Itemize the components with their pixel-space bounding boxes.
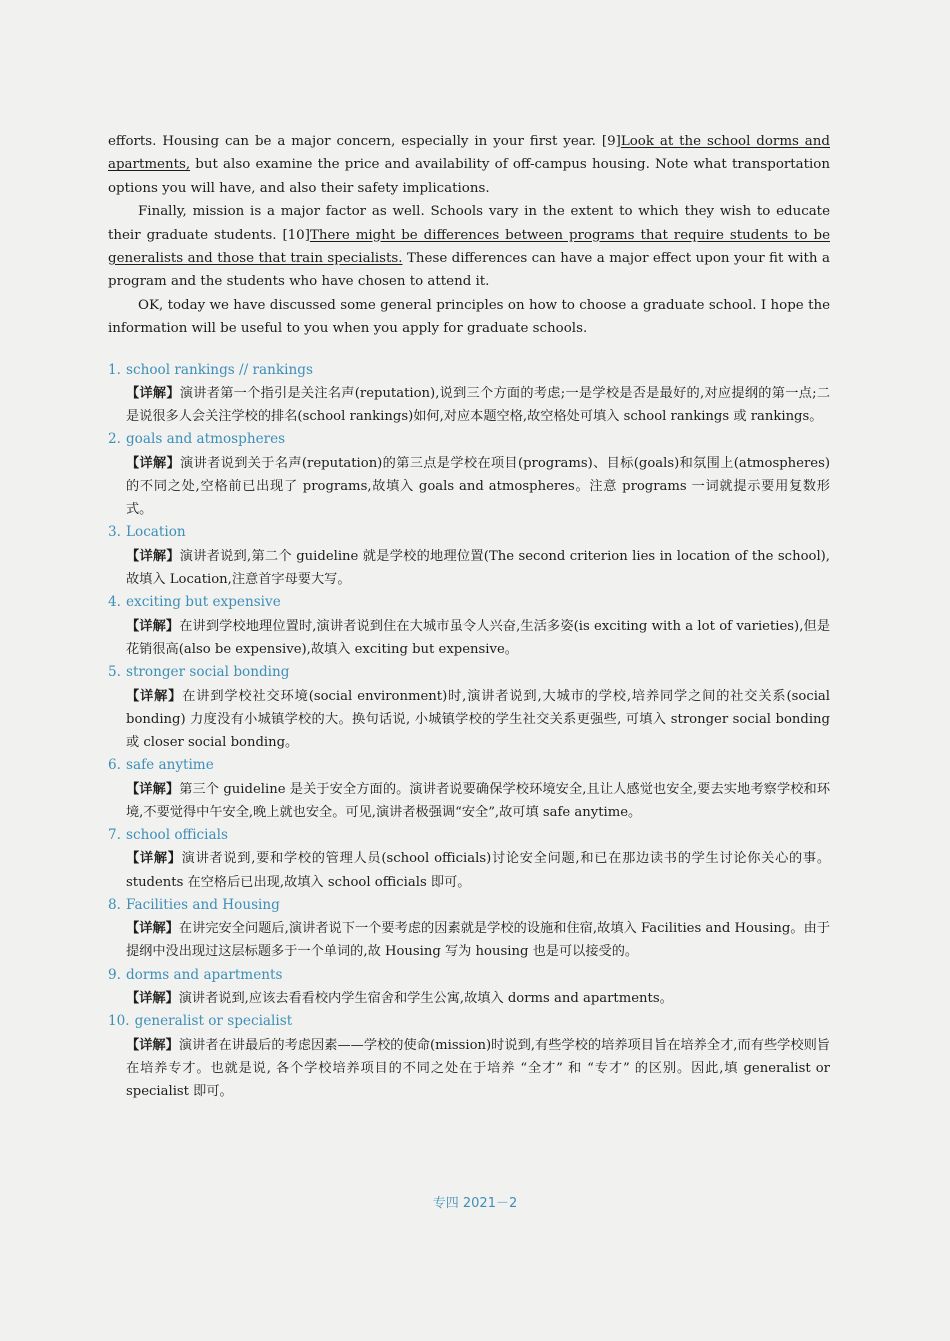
detail-tag: 【详解】 (126, 455, 181, 471)
answer-heading (108, 359, 830, 382)
passage-paragraph-3: OK, today we have discussed some general principles on how to choose a graduate school. I hope the information will be useful to you when you apply for graduate schools. (108, 297, 830, 337)
answer-key-list (108, 359, 830, 1104)
explanation-text: 演讲者说到,第二个 guideline 就是学校的地理位置(The second criterion lies in location of the school),故填入 Location,注意首字母要大写。 (126, 548, 830, 588)
answer-number: 6. (108, 757, 121, 774)
answer-heading (108, 1010, 830, 1033)
answer-explanation (126, 615, 830, 661)
answer-explanation (126, 545, 830, 591)
explanation-text: 在讲完安全问题后,演讲者说下一个要考虑的因素就是学校的设施和住宿,故填入 Facilities and Housing。由于提纲中没出现过这层标题多于一个单词的,故 Housing 写为 housing 也是可以接受的。 (126, 921, 831, 960)
answer-number: 9. (108, 966, 121, 983)
explanation-text: 演讲者说到,要和学校的管理人员(school officials)讨论安全问题,和已在那边读书的学生讨论你关心的事。students 在空格后已出现,故填入 school officials 即可。 (126, 851, 831, 890)
answer-number: 7. (108, 826, 121, 843)
explanation-text: 在讲到学校社交环境(social environment)时,演讲者说到,大城市的学校,培养同学之间的社交关系(social bonding) 力度没有小城镇学校的大。换句话说, 小城镇学校的学生社交关系更强些, 可填入 stronger social bonding 或 closer social bonding。 (126, 688, 830, 750)
answer-explanation (126, 917, 830, 963)
answer-heading (108, 661, 830, 684)
page-footer: 专四 2021－2 (432, 1196, 518, 1211)
passage-text: but also examine the price and availability of off-campus housing. Note what transportation options you will have, and also their safety implications. (108, 157, 830, 196)
explanation-text: 演讲者说到关于名声(reputation)的第三点是学校在项目(programs)、目标(goals)和氛围上(atmospheres)的不同之处,空格前已出现了 programs,故填入 goals and atmospheres。注意 programs 一词就提示要用复数形式。 (126, 455, 830, 518)
passage-text: efforts. Housing can be a major concern, especially in your first year. [9] (108, 134, 621, 149)
answer-text: generalist or specialist (134, 1013, 293, 1030)
explanation-text: 第三个 guideline 是关于安全方面的。演讲者说要确保学校环境安全,且让人感觉也安全,要去实地考察学校和环境,不要觉得中午安全,晚上就也安全。可见,演讲者极强调“安全”,故可填 safe anytime。 (126, 781, 831, 820)
answer-number: 5. (108, 664, 121, 681)
answer-heading (108, 824, 830, 847)
explanation-text: 演讲者说到,应该去看看校内学生宿舍和学生公寓,故填入 dorms and apartments。 (178, 990, 673, 1006)
passage-text: These differences can have a major effect upon your fit with a program and the students who have chosen to attend it. (108, 251, 830, 290)
detail-tag: 【详解】 (126, 386, 180, 402)
detail-tag: 【详解】 (126, 921, 179, 937)
answer-text: Location (125, 524, 186, 541)
detail-tag: 【详解】 (126, 851, 182, 867)
answer-explanation (126, 847, 830, 893)
answer-explanation (126, 452, 830, 522)
answer-text: goals and atmospheres (125, 431, 286, 448)
detail-tag: 【详解】 (126, 548, 180, 564)
answer-explanation (126, 382, 830, 428)
answer-text: exciting but expensive (125, 594, 281, 611)
passage-text: Finally, mission is a major factor as well. Schools vary in the extent to which they wish to educate their graduate students. [10] (108, 204, 830, 243)
document-page (108, 130, 830, 1103)
detail-tag: 【详解】 (126, 990, 179, 1006)
answer-heading (108, 894, 830, 917)
answer-heading (108, 754, 830, 777)
underlined-answer-text: Look at the school dorms and apartments, (108, 134, 830, 173)
passage-paragraph-1 (108, 130, 830, 200)
answer-number: 1. (108, 361, 121, 378)
answer-text: Facilities and Housing (125, 896, 280, 913)
answer-heading (108, 591, 830, 614)
passage-paragraph-2 (108, 200, 830, 294)
detail-tag: 【详解】 (126, 781, 180, 797)
answer-heading (108, 521, 830, 544)
answer-number: 2. (108, 431, 121, 448)
detail-tag: 【详解】 (126, 688, 183, 704)
explanation-text: 演讲者第一个指引是关注名声(reputation),说到三个方面的考虑;一是学校是否是最好的,对应提纲的第一点;二是说很多人会关注学校的排名(school rankings)如何,对应本题空格,故空格处可填入 school rankings 或 rankings。 (126, 386, 831, 425)
answer-number: 8. (108, 896, 121, 913)
answer-text: dorms and apartments (125, 966, 283, 983)
answer-text: safe anytime (125, 757, 214, 774)
underlined-answer-text: There might be differences between programs that require students to be generalists and those that train specialists. (108, 227, 830, 267)
answer-explanation (126, 1034, 830, 1104)
answer-explanation (126, 685, 830, 755)
answer-text: stronger social bonding (125, 664, 290, 681)
answer-heading (108, 428, 830, 451)
answer-number: 3. (108, 524, 121, 541)
answer-text: school officials (125, 826, 228, 843)
answer-text: school rankings // rankings (125, 361, 313, 378)
detail-tag: 【详解】 (126, 618, 180, 634)
answer-heading (108, 964, 830, 987)
explanation-text: 演讲者在讲最后的考虑因素——学校的使命(mission)时说到,有些学校的培养项目旨在培养全才,而有些学校则旨在培养专才。也就是说, 各个学校培养项目的不同之处在于培养 “全才” 和 “专才” 的区别。因此,填 generalist or specialist 即可。 (126, 1037, 830, 1099)
answer-number: 10. (108, 1013, 130, 1030)
answer-explanation (126, 987, 830, 1010)
explanation-text: 在讲到学校地理位置时,演讲者说到住在大城市虽令人兴奋,生活多姿(is exciting with a lot of varieties),但是花销很高(also be expensive),故填入 exciting but expensive。 (126, 618, 831, 657)
answer-number: 4. (108, 594, 121, 611)
detail-tag: 【详解】 (126, 1037, 179, 1053)
answer-explanation (126, 778, 830, 824)
